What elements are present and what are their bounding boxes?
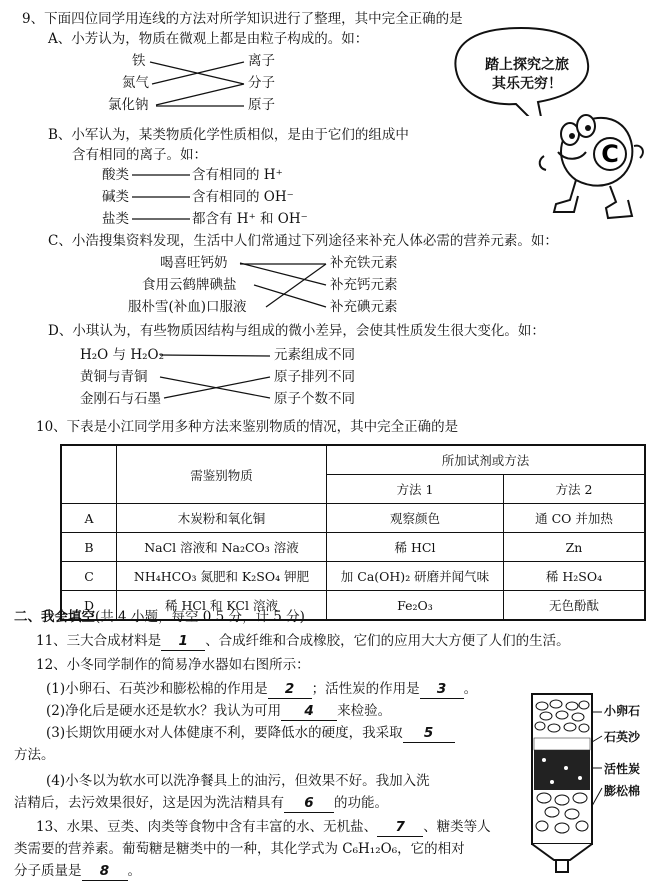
q9-d-left-3: 金刚石与石墨 xyxy=(80,391,161,407)
q9-d-right-2: 原子排列不同 xyxy=(274,369,355,385)
row-method-1: Fe₂O₃ xyxy=(327,591,504,621)
q12-part1: (1)小卵石、石英沙和膨松棉的作用是 2 ；活性炭的作用是 3 。 xyxy=(46,681,478,697)
table-corner xyxy=(61,445,117,504)
q9-a-left-3: 氯化钠 xyxy=(108,97,149,113)
row-substance: NH₄HCO₃ 氮肥和 K₂SO₄ 钾肥 xyxy=(117,562,327,591)
q9-c-left-1: 喝喜旺钙奶 xyxy=(160,255,228,271)
table-row xyxy=(61,562,645,591)
q9-c-right-3: 补充碘元素 xyxy=(330,299,398,315)
row-substance: 稀 HCl 和 KCl 溶液 xyxy=(117,591,327,621)
q12-part2: (2)净化后是硬水还是软水？我认为可用 4 来检验。 xyxy=(46,703,392,719)
q9-c-right-1: 补充铁元素 xyxy=(330,255,398,271)
q9-b-right-1: 含有相同的 H⁺ xyxy=(192,167,283,183)
q9-b-left-2: 碱类 xyxy=(102,189,129,205)
q9-d-right-1: 元素组成不同 xyxy=(274,347,355,363)
blank-1[interactable]: 1 xyxy=(161,632,205,651)
q9-b-left-1: 酸类 xyxy=(102,167,129,183)
q9-a-right-2: 分子 xyxy=(248,75,275,91)
q12-part4: (4)小冬以为软水可以洗净餐具上的油污，但效果不好。我加入洗 xyxy=(46,773,430,789)
q9-a-left-2: 氮气 xyxy=(122,75,149,91)
q9-d-text: D、小琪认为，有些物质因结构与组成的微小差异，会使其性质发生很大变化。如： xyxy=(48,323,545,339)
row-label: A xyxy=(61,504,117,533)
q9-c-right-2: 补充钙元素 xyxy=(330,277,398,293)
q9-b-text1: B、小军认为，某类物质化学性质相似，是由于它们的组成中 xyxy=(48,127,409,143)
filter-label-pebbles: 小卵石 xyxy=(604,704,641,718)
row-method-2: 通 CO 并加热 xyxy=(504,504,646,533)
table-header-m2: 方法 2 xyxy=(504,475,646,504)
blank-2[interactable]: 2 xyxy=(268,680,312,699)
blank-8[interactable]: 8 xyxy=(82,862,128,881)
q9-d-left-1: H₂O 与 H₂O₂ xyxy=(80,347,164,363)
q12-part3: (3)长期饮用硬水对人体健康不利，要降低水的硬度，我采取 5 xyxy=(46,724,455,743)
blank-7[interactable]: 7 xyxy=(377,818,423,837)
mascot-illustration xyxy=(536,96,648,226)
table-header-reagent: 所加试剂或方法 xyxy=(327,445,646,475)
q10-stem: 10、下表是小江同学用多种方法来鉴别物质的情况，其中完全正确的是 xyxy=(36,419,459,435)
q9-c-left-2: 食用云鹤牌碘盐 xyxy=(142,277,237,293)
q9-b-left-3: 盐类 xyxy=(102,211,129,227)
row-method-2: Zn xyxy=(504,533,646,562)
section-2-heading xyxy=(14,608,305,626)
filter-label-activated-carbon: 活性炭 xyxy=(604,762,641,776)
q9-a-right-3: 原子 xyxy=(248,97,275,113)
row-label: C xyxy=(61,562,117,591)
table-row xyxy=(61,504,645,533)
row-substance: 木炭粉和氧化铜 xyxy=(117,504,327,533)
blank-5[interactable]: 5 xyxy=(403,724,455,743)
q9-d-left-2: 黄铜与青铜 xyxy=(80,369,148,385)
row-method-1: 稀 HCl xyxy=(327,533,504,562)
q9-a-right-1: 离子 xyxy=(248,53,275,69)
row-label: D xyxy=(61,591,117,621)
row-method-2: 稀 H₂SO₄ xyxy=(504,562,646,591)
q9-b-text2: 含有相同的离子。如： xyxy=(72,147,207,163)
q9-c-left-3: 服朴雪(补血)口服液 xyxy=(128,299,247,315)
blank-3[interactable]: 3 xyxy=(420,680,464,699)
row-label: B xyxy=(61,533,117,562)
q13-line3: 分子质量是 8 。 xyxy=(14,863,141,879)
q9-a-text: A、小芳认为，物质在微观上都是由粒子构成的。如： xyxy=(48,31,369,47)
q9-b-right-3: 都含有 H⁺ 和 OH⁻ xyxy=(192,211,308,227)
row-method-1: 观察颜色 xyxy=(327,504,504,533)
q12-part4-cont: 洁精后，去污效果很好，这是因为洗洁精具有 6 的功能。 xyxy=(14,795,388,811)
row-substance: NaCl 溶液和 Na₂CO₃ 溶液 xyxy=(117,533,327,562)
q9-b-right-2: 含有相同的 OH⁻ xyxy=(192,189,294,205)
q13-line1: 13、水果、豆类、肉类等食物中含有丰富的水、无机盐、 7 、糖类等人 xyxy=(36,819,491,835)
filter-label-quartz-sand: 石英沙 xyxy=(604,730,641,744)
q10-table xyxy=(60,444,646,621)
q9-stem: 9、下面四位同学用连线的方法对所学知识进行了整理，其中完全正确的是 xyxy=(22,11,463,27)
q9-a-left-1: 铁 xyxy=(132,53,146,69)
row-method-1: 加 Ca(OH)₂ 研磨并闻气味 xyxy=(327,562,504,591)
bubble-text: 踏上探究之旅 其乐无穷！ xyxy=(485,57,569,92)
svg-text:C: C xyxy=(601,140,619,168)
blank-6[interactable]: 6 xyxy=(284,794,334,813)
section-2-note: (共 4 小题，每空 0.5 分，计 5 分) xyxy=(95,609,305,625)
q12-part3-end: 方法。 xyxy=(14,747,55,763)
q9-d-right-3: 原子个数不同 xyxy=(274,391,355,407)
q12-stem: 12、小冬同学制作的简易净水器如右图所示： xyxy=(36,657,310,673)
filter-label-cotton: 膨松棉 xyxy=(604,784,641,798)
blank-4[interactable]: 4 xyxy=(281,702,337,721)
row-method-2: 无色酚酞 xyxy=(504,591,646,621)
table-header-m1: 方法 1 xyxy=(327,475,504,504)
q13-line2: 类需要的营养素。葡萄糖是糖类中的一种，其化学式为 C₆H₁₂O₆，它的相对 xyxy=(14,841,465,857)
water-filter-diagram xyxy=(526,688,606,876)
q11: 11、三大合成材料是 1 、合成纤维和合成橡胶，它们的应用大大方便了人们的生活。 xyxy=(36,633,570,649)
table-header-substance: 需鉴别物质 xyxy=(117,445,327,504)
table-row xyxy=(61,533,645,562)
section-2-title: 二、我会填空 xyxy=(14,609,95,625)
q9-c-text: C、小浩搜集资料发现，生活中人们常通过下列途径来补充人体必需的营养元素。如： xyxy=(48,233,558,249)
